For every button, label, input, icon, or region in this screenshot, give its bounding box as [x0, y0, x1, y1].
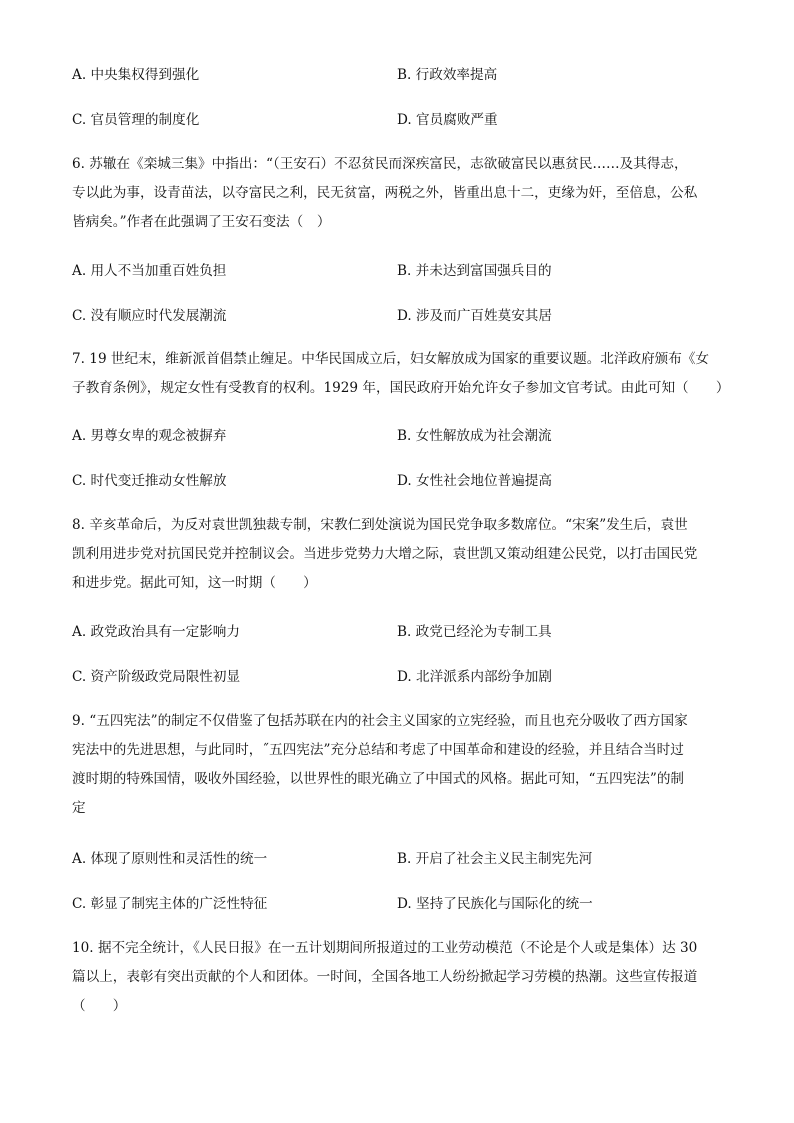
q6-option-row-1 — [72, 259, 732, 283]
q9-option-d: D. 坚持了民族化与国际化的统一 — [397, 896, 593, 912]
q10-line-1: 10. 据不完全统计，《人民日报》在一五计划期间所报道过的工业劳动模范（不论是个人或是集体）达 30 — [72, 940, 698, 956]
question-10-stem — [72, 934, 732, 1021]
q10-line-2: 篇以上，表彰有突出贡献的个人和团体。一时间，全国各地工人纷纷掀起学习劳模的热潮。这些宣传报道 — [72, 969, 698, 985]
q8-option-row-1 — [72, 620, 732, 644]
q7-option-a: A. 男尊女卑的观念被摒弃 — [72, 428, 227, 444]
q6-option-d: D. 涉及而广百姓莫安其居 — [397, 308, 552, 324]
q5-option-a: A. 中央集权得到强化 — [72, 67, 200, 83]
q9-option-a: A. 体现了原则性和灵活性的统一 — [72, 851, 268, 867]
q6-line-3: 皆病矣。”作者在此强调了王安石变法（ ） — [72, 214, 331, 230]
q7-line-1: 7. 19 世纪末，维新派首倡禁止缠足。中华民国成立后，妇女解放成为国家的重要议题。北洋政府颁布《女 — [72, 351, 710, 367]
q6-option-c: C. 没有顺应时代发展潮流 — [72, 308, 227, 324]
q9-option-b: B. 开启了社会主义民主制宪先河 — [397, 851, 593, 867]
q7-option-row-1 — [72, 424, 732, 448]
q8-option-a: A. 政党政治具有一定影响力 — [72, 624, 240, 640]
question-7-stem — [72, 345, 732, 403]
question-8-stem — [72, 511, 732, 598]
q5-option-row-1 — [72, 63, 732, 87]
q9-line-3: 渡时期的特殊国情，吸收外国经验，以世界性的眼光确立了中国式的风格。据此可知，“五四宪法”的制 — [72, 771, 685, 787]
q5-option-d: D. 官员腐败严重 — [397, 112, 498, 128]
q7-option-row-2 — [72, 469, 732, 493]
question-6-stem — [72, 150, 732, 237]
q8-line-2: 凯利用进步党对抗国民党并控制议会。当进步党势力大增之际，袁世凯又策动组建公民党，以打击国民党 — [72, 546, 698, 562]
q7-option-c: C. 时代变迁推动女性解放 — [72, 473, 227, 489]
q6-line-1: 6. 苏辙在《栾城三集》中指出：“（王安石）不忍贫民而深疾富民，志欲破富民以惠贫民……及其得志， — [72, 156, 688, 172]
q9-option-c: C. 彰显了制宪主体的广泛性特征 — [72, 896, 268, 912]
q5-option-c: C. 官员管理的制度化 — [72, 112, 200, 128]
q9-option-row-1 — [72, 847, 732, 871]
q7-option-b: B. 女性解放成为社会潮流 — [397, 428, 552, 444]
q8-line-1: 8. 辛亥革命后，为反对袁世凯独裁专制，宋教仁到处演说为国民党争取多数席位。“宋案”发生后，袁世 — [72, 517, 688, 533]
q8-option-c: C. 资产阶级政党局限性初显 — [72, 669, 241, 685]
q8-option-b: B. 政党已经沦为专制工具 — [397, 624, 552, 640]
q9-line-4: 定 — [72, 800, 86, 816]
q6-line-2: 专以此为事，设青苗法，以夺富民之利，民无贫富，两税之外，皆重出息十二，吏缘为奸，至倍息，公私 — [72, 185, 698, 201]
q7-option-d: D. 女性社会地位普遍提高 — [397, 473, 552, 489]
q9-line-2: 宪法中的先进思想，与此同时，˝五四宪法”充分总结和考虑了中国革命和建设的经验，并且结合当时过 — [72, 742, 684, 758]
q9-option-row-2 — [72, 892, 732, 916]
q10-line-3: （ ） — [72, 998, 127, 1014]
q8-option-row-2 — [72, 665, 732, 689]
q6-option-b: B. 并未达到富国强兵目的 — [397, 263, 552, 279]
q5-option-row-2 — [72, 108, 732, 132]
q6-option-a: A. 用人不当加重百姓负担 — [72, 263, 227, 279]
q8-option-d: D. 北洋派系内部纷争加剧 — [397, 669, 552, 685]
q6-option-row-2 — [72, 304, 732, 328]
q5-option-b: B. 行政效率提高 — [397, 67, 498, 83]
q9-line-1: 9. “五四宪法”的制定不仅借鉴了包括苏联在内的社会主义国家的立宪经验，而且也充分吸收了西方国家 — [72, 713, 688, 729]
q8-line-3: 和进步党。据此可知，这一时期（ ） — [72, 575, 317, 591]
q7-line-2: 子教育条例》，规定女性有受教育的权利。1929 年，国民政府开始允许女子参加文官考试。由此可知（ ） — [72, 380, 730, 396]
question-9-stem — [72, 707, 732, 823]
